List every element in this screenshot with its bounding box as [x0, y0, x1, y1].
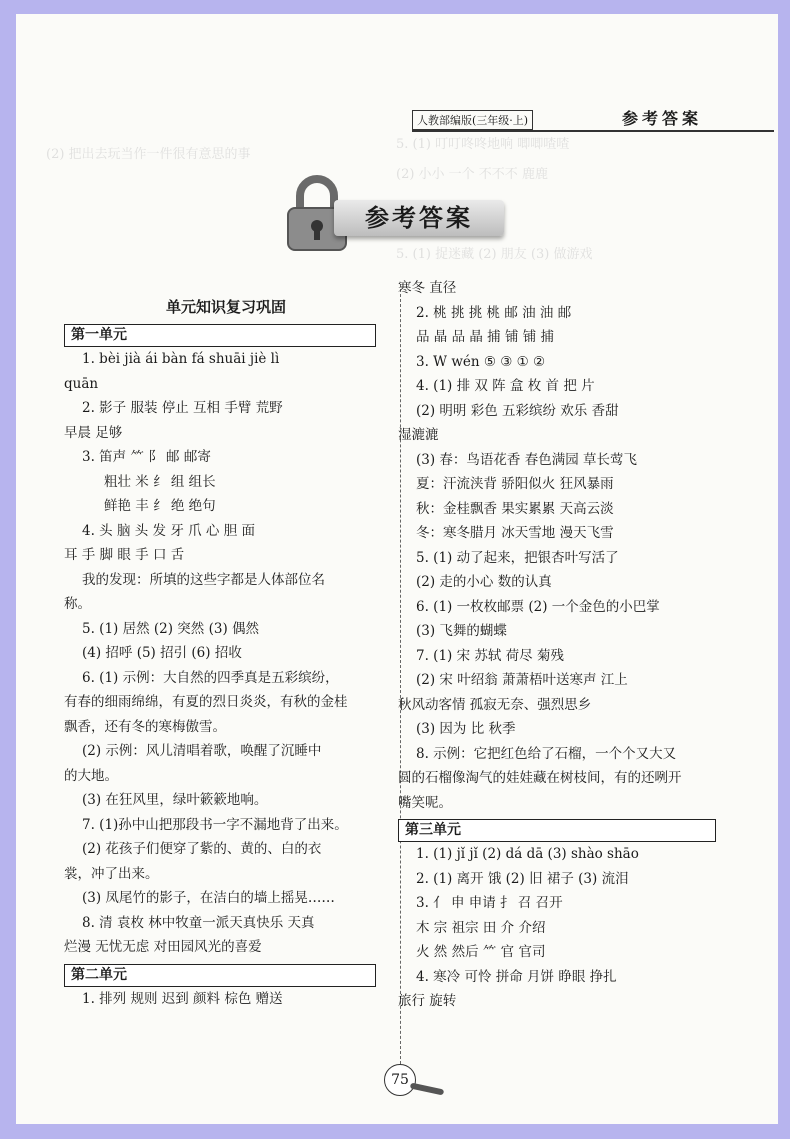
answer-line: 3. 亻 申 申请 扌 召 召开 — [416, 895, 563, 911]
answer-line: (3) 飞舞的蝴蝶 — [416, 623, 507, 639]
page-number: 75 — [384, 1064, 416, 1096]
answer-line: 旅行 旋转 — [398, 993, 457, 1009]
answer-line: 寒冬 直径 — [398, 280, 457, 296]
answer-line: 7. (1) 宋 苏轼 荷尽 菊残 — [416, 647, 564, 664]
answer-line: (2) 宋 叶绍翁 萧萧梧叶送寒声 江上 — [416, 672, 628, 688]
answer-line: 品 晶 品 晶 捕 铺 铺 捕 — [416, 329, 555, 345]
answer-line: (3) 因为 比 秋季 — [416, 721, 516, 737]
answer-line: 5. (1) 动了起来，把银杏叶写活了 — [416, 549, 619, 566]
answer-line: 4. (1) 排 双 阵 盒 枚 首 把 片 — [416, 378, 595, 394]
answer-line: (4) 招呼 (5) 招引 (6) 招收 — [82, 645, 242, 661]
unit-heading: 第三单元 — [398, 819, 716, 842]
answer-line: 8. 示例：它把红色给了石榴，一个个又大又 — [416, 745, 677, 762]
answer-line: (2) 花孩子们便穿了紫的、黄的、白的衣 — [82, 841, 322, 857]
answer-line: 3. W wén ⑤ ③ ① ② — [416, 353, 546, 370]
unit-heading: 第二单元 — [64, 964, 376, 987]
answer-line: 嘴笑呢。 — [398, 794, 452, 811]
answer-line: 烂漫 无忧无虑 对田园风光的喜爱 — [64, 939, 262, 955]
answer-line: 2. 桃 挑 挑 桃 邮 油 油 邮 — [416, 304, 572, 321]
bleed-through: 5. (1) 捉迷藏 (2) 朋友 (3) 做游戏 — [396, 247, 593, 262]
answer-line: 6. (1) 示例：大自然的四季真是五彩缤纷， — [82, 669, 339, 686]
answer-line: 3. 笛声 ⺮ 阝 邮 邮寄 — [82, 449, 211, 465]
answer-line: 飘香，还有冬的寒梅傲雪。 — [64, 718, 226, 735]
header-title: 参考答案 — [622, 109, 703, 128]
answer-line: 7. (1)孙中山把那段书一字不漏地背了出来。 — [82, 816, 348, 833]
edition-label: 人教部编版(三年级·上) — [412, 110, 533, 130]
answer-line: 1. (1) jǐ jǐ (2) dá dā (3) shào shāo — [416, 846, 639, 862]
answer-line: 早晨 足够 — [64, 424, 123, 441]
answer-line: (3) 春：鸟语花香 春色满园 草长莺飞 — [416, 451, 637, 468]
answer-line: 6. (1) 一枚枚邮票 (2) 一个金色的小巴掌 — [416, 598, 660, 615]
answer-line: (3) 在狂风里，绿叶簌簌地响。 — [82, 792, 268, 808]
right-column — [398, 276, 716, 1014]
answer-line: quān — [64, 375, 99, 392]
answer-line: 圆的石榴像淘气的娃娃藏在树枝间，有的还咧开 — [398, 770, 682, 786]
answer-line: 2. 影子 服装 停止 互相 手臂 荒野 — [82, 400, 283, 416]
answer-line: 4. 寒冷 可怜 拼命 月饼 睁眼 挣扎 — [416, 968, 617, 985]
answer-line: 夏：汗流浃背 骄阳似火 狂风暴雨 — [416, 476, 614, 492]
left-column — [64, 320, 376, 1011]
answer-line: 秋风动客情 孤寂无奈、强烈思乡 — [398, 696, 592, 713]
running-header — [412, 106, 774, 134]
bleed-through: (2) 把出去玩当作一件很有意思的事 — [46, 147, 251, 162]
answer-line: 称。 — [64, 596, 91, 612]
bleed-through: (2) 小小 一个 不不不 鹿鹿 — [396, 167, 548, 182]
answer-line: 8. 清 袁枚 林中牧童一派天真快乐 天真 — [82, 914, 315, 931]
answer-line: 我的发现：所填的这些字都是人体部位名 — [82, 571, 325, 588]
answer-line: 2. (1) 离开 饿 (2) 旧 裙子 (3) 流泪 — [416, 870, 629, 887]
answer-line: 粗壮 米 纟 组 组长 — [104, 473, 216, 490]
answer-line: 4. 头 脑 头 发 牙 爪 心 胆 面 — [82, 522, 256, 539]
bleed-through: 5. (1) 叮叮咚咚地响 唧唧喳喳 — [396, 137, 570, 152]
answer-line: 5. (1) 居然 (2) 突然 (3) 偶然 — [82, 620, 259, 637]
unit-heading: 第一单元 — [64, 324, 376, 347]
answer-line: 有春的细雨绵绵，有夏的烈日炎炎，有秋的金桂 — [64, 694, 348, 710]
answer-line: 火 然 然后 ⺮ 官 官司 — [416, 944, 546, 960]
answer-line: 裳，冲了出来。 — [64, 865, 159, 882]
page-number-decoration — [410, 1083, 445, 1096]
answer-line: (2) 明明 彩色 五彩缤纷 欢乐 香甜 — [416, 402, 619, 419]
answer-line: 耳 手 脚 眼 手 口 舌 — [64, 547, 185, 563]
answer-line: 鲜艳 丰 纟 绝 绝句 — [104, 498, 216, 514]
answer-line: (3) 凤尾竹的影子，在洁白的墙上摇晃…… — [82, 890, 335, 906]
answer-line: 木 宗 祖宗 田 介 介绍 — [416, 919, 546, 936]
answer-line: 的大地。 — [64, 767, 118, 784]
section-title: 单元知识复习巩固 — [166, 298, 287, 316]
answer-line: 1. 排列 规则 迟到 颜料 棕色 赠送 — [82, 990, 283, 1007]
answer-line: 秋：金桂飘香 果实累累 天高云淡 — [416, 500, 614, 517]
answer-line: (2) 示例：风儿清唱着歌，唤醒了沉睡中 — [82, 743, 322, 759]
answer-line: 湿漉漉 — [398, 427, 439, 443]
answer-line: 1. bèi jià ái bàn fá shuāi jiè lì — [82, 351, 280, 367]
page — [16, 14, 778, 1124]
answer-line: (2) 走的小心 数的认真 — [416, 574, 552, 590]
answer-line: 冬：寒冬腊月 冰天雪地 漫天飞雪 — [416, 525, 614, 541]
header-rule — [412, 130, 774, 132]
main-title: 参考答案 — [334, 200, 504, 236]
